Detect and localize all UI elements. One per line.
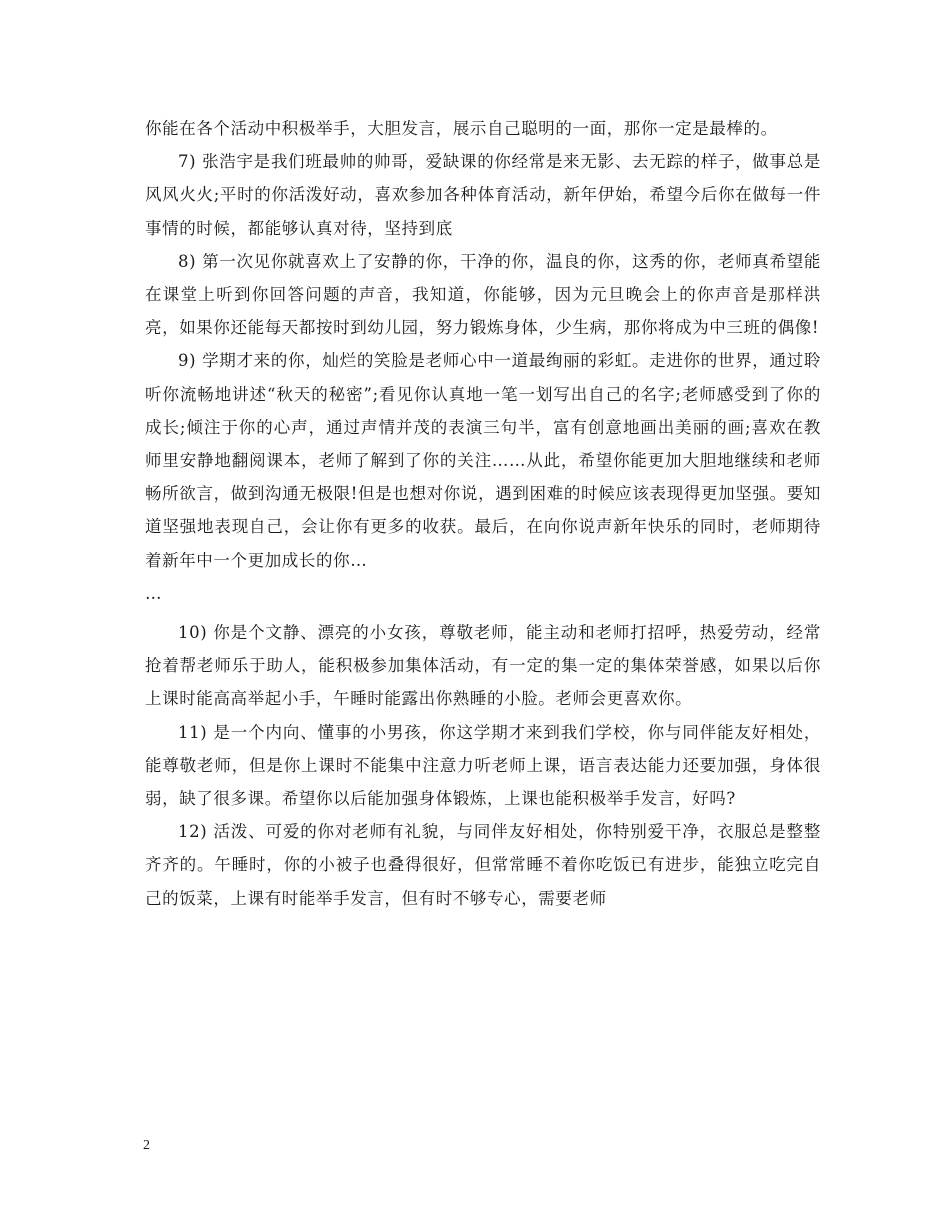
page-number: 2 [143,1138,150,1153]
paragraph-item-9: 9) 学期才来的你，灿烂的笑脸是老师心中一道最绚丽的彩虹。走进你的世界，通过聆听你流畅地讲述“秋天的秘密”;看见你认真地一笔一划写出自己的名字;老师感受到了你的成长;倾注于你的心声，通过声情并茂的表演三句半，富有创意地画出美丽的画;喜欢在教师里安静地翻阅课本，老师了解到了你的关注……从此，希望你能更加大胆地继续和老师畅所欲言，做到沟通无极限!但是也想对你说，遇到困难的时候应该表现得更加坚强。要知道坚强地表现自己，会让你有更多的收获。最后，在向你说声新年快乐的同时，老师期待着新年中一个更加成长的你… [145,351,821,570]
paragraph-item-9-tail: … [145,583,163,603]
paragraph-item-8: 8) 第一次见你就喜欢上了安静的你，干净的你，温良的你，这秀的你，老师真希望能在课堂上听到你回答问题的声音，我知道，你能够，因为元旦晚会上的你声音是那样洪亮，如果你还能每天都按时到幼儿园，努力锻炼身体，少生病，那你将成为中三班的偶像! [145,251,821,338]
document-body [145,112,821,915]
paragraph-item-12: 12) 活泼、可爱的你对老师有礼貌，与同伴友好相处，你特别爱干净，衣服总是整整齐齐的。午睡时，你的小被子也叠得很好，但常常睡不着你吃饭已有进步，能独立吃完自己的饭菜，上课有时能举手发言，但有时不够专心，需要老师 [145,822,821,908]
paragraph-continuation: 你能在各个活动中积极举手，大胆发言，展示自己聪明的一面，那你一定是最棒的。 [145,119,778,138]
paragraph-item-11: 11) 是一个内向、懂事的小男孩，你这学期才来到我们学校，你与同伴能友好相处，能尊敬老师，但是你上课时不能集中注意力听老师上课，语言表达能力还要加强，身体很弱，缺了很多课。希望你以后能加强身体锻炼，上课也能积极举手发言，好吗? [145,722,821,809]
paragraph-item-7: 7) 张浩宇是我们班最帅的帅哥，爱缺课的你经常是来无影、去无踪的样子，做事总是风风火火;平时的你活泼好动，喜欢参加各种体育活动，新年伊始，希望今后你在做每一件事情的时候，都能够认真对待，坚持到底 [145,152,821,238]
paragraph-item-10: 10) 你是个文静、漂亮的小女孩，尊敬老师，能主动和老师打招呼，热爱劳动，经常抢着帮老师乐于助人，能积极参加集体活动，有一定的集一定的集体荣誉感，如果以后你上课时能高高举起小手，午睡时能露出你熟睡的小脸。老师会更喜欢你。 [145,623,821,709]
